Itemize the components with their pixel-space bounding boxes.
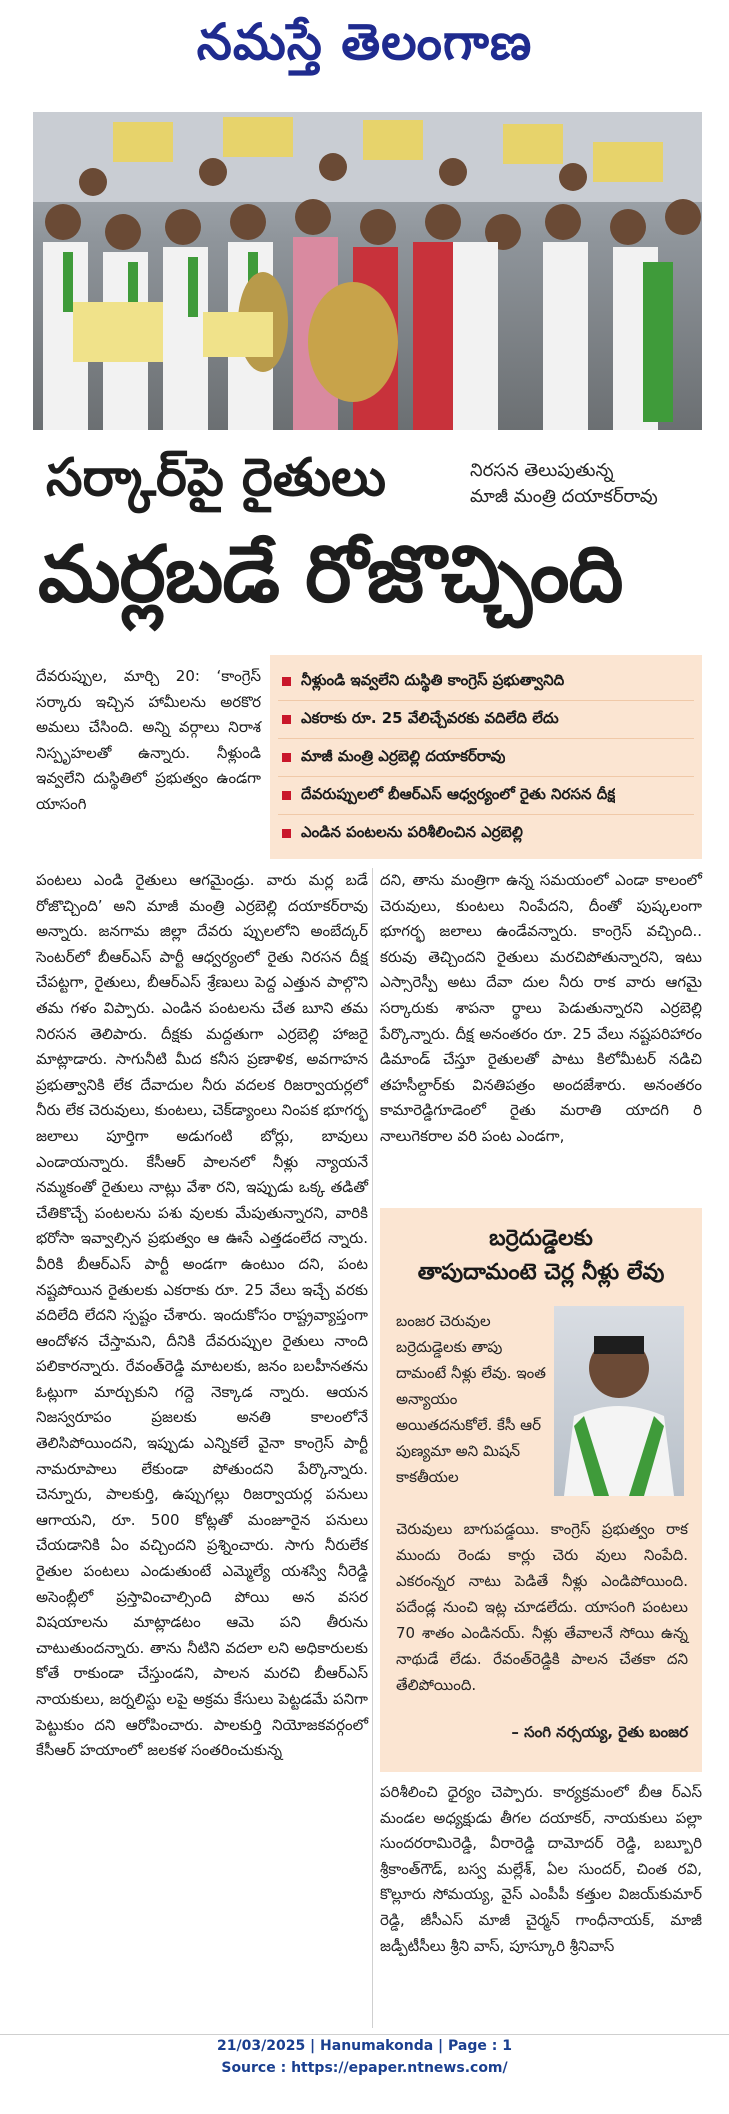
quote-title-line-2: తాపుదామంటె చెర్ల నీళ్లు లేవు (417, 1260, 665, 1285)
farmer-portrait (554, 1306, 684, 1496)
highlight-item (278, 777, 694, 815)
article-intro-text: దేవరుప్పుల, మార్చి 20: ‘కాంగ్రెస్ సర్కారు ఇచ్చిన హామీలను అరకొర అమలు చేసింది. అన్ని వర్గాలు నిరాశ నిస్పృహలతో ఉన్నారు. నీళ్లుండి ఇవ్వలేని దుస్థితిలో ప్రభుత్వం ఉండగా యాసంగి (36, 667, 261, 813)
article-intro (36, 664, 261, 818)
bullet-square-icon (282, 677, 291, 686)
protest-photo (33, 112, 702, 430)
highlight-item (278, 739, 694, 777)
highlight-text: ఎండిన పంటలను పరిశీలించిన ఎర్రబెల్లి (301, 822, 523, 841)
bullet-square-icon (282, 715, 291, 724)
article-body-left (36, 868, 368, 1764)
article-body-left-text: పంటలు ఎండి రైతులు ఆగమైండ్రు. వారు మర్ల బడే రోజొచ్చింది’ అని మాజీ మంత్రి ఎర్రబెల్లి దయాకర్‌రావు అన్నారు. జనగామ జిల్లా దేవరు ప్పులలోని అంబేద్కర్ సెంటర్‌లో బీఆర్‌ఎస్ పార్టీ ఆధ్వర్యంలో రైతు నిరసన దీక్ష చేపట్టగా, రైతులు, బీఆర్‌ఎస్ శ్రేణులు పెద్ద ఎత్తున పాల్గొని తమ గళం విప్పారు. ఎండిన పంటలను చేత బూని తమ నిరసన తెలిపారు. దీక్షకు మద్దతుగా ఎర్రబెల్లి హాజరై మాట్లాడారు. సాగునీటి మీద కనీస ప్రణాళిక, అవగాహన ప్రభుత్వానికి లేక దేవాదుల నీరు వదలక రిజర్వాయర్లలో నీరు లేక చెరువులు, కుంటలు, చెక్‌డ్యాంలు నింపక భూగర్భ జలాలు పూర్తిగా అడుగంటి బోర్లు, బావులు ఎండాయన్నారు. కేసీఆర్ పాలనలో నీళ్లు న్యాయనే నమ్మకంతో రైతులు నాట్లు వేశా రని, ఇప్పుడు ఒక్క తడితో చేతికొచ్చే పంటలను పశు వులకు మేపుతున్నారని, వారికి భరోసా ఇవ్వాల్సిన ప్రభుత్వం ఆ ఊసే ఎత్తడంలేద న్నారు. వీరికి బీఆర్‌ఎస్ పార్టీ అండగా ఉంటుం దని, పంట నష్టపోయిన రైతులకు ఎకరాకు రూ. 25 వేలు ఇచ్చే వరకు వదిలేది లేదని స్పష్టం చేశారు. ఇందుకోసం రాష్ట్రవ్యాప్తంగా ఆందోళన చేస్తామని, దీనికి దేవరుప్పుల రైతులు నాంది పలికారన్నారు. రేవంత్‌రెడ్డి మాటలకు, జనం బలహీనతను ఓట్లుగా మార్చుకుని గద్దె నెక్కాడ న్నారు. ఆయన నిజస్వరూపం ప్రజలకు అనతి కాలంలోనే తెలిసిపోయిందని, ఇప్పుడు ఎన్నికలే వైనా కాంగ్రెస్ పార్టీ నామరూపాలు లేకుండా పోతుందని పేర్కొన్నారు. చెన్నూరు, పాలకుర్తి, ఉప్పుగల్లు రిజర్వాయర్ల పనులు ఆగాయని, రూ. 500 కోట్లతో మంజూరైన పనులు చేయడానికి ఏం వచ్చిందని ప్రశ్నించారు. సాగు నీరులేక రైతుల పంటలు ఎండుతుంటే ఎమ్మెల్యే యశస్వి నీరెడ్డి అసెంబ్లీలో ప్రస్తావించాల్సింది పోయి అన వసర విషయాలను మాట్లాడటం ఆమె పని తీరును చాటుతుందన్నారు. తాను నీటిని వదలా లని అధికారులకు కోతే రాకుండా చేస్తుండని, పాలన మరచి బీఆర్‌ఎస్ నాయకులు, జర్నలిస్టు లపై అక్రమ కేసులు పెట్టడమే పనిగా పెట్టుకుం దని ఆరోపించారు. పాలకుర్తి నియోజకవర్గంలో కేసీఆర్ హయాంలో జలకళ సంతరించుకున్న (36, 871, 368, 1760)
caption-line-2: మాజీ మంత్రి దయాకర్‌రావు (470, 486, 658, 507)
quote-box-title (380, 1222, 702, 1290)
highlight-text: నీళ్లుండి ఇవ్వలేని దుస్థితి కాంగ్రెస్ ప్రభుత్వానిది (301, 670, 565, 689)
highlight-text: దేవరుప్పులలో బీఆర్‌ఎస్ ఆధ్వర్యంలో రైతు నిరసన దీక్ష (301, 784, 616, 803)
footer-source-link[interactable]: Source : https://epaper.ntnews.com/ (221, 2060, 508, 2076)
quote-text-bottom: చెరువులు బాగుపడ్డయి. కాంగ్రెస్ ప్రభుత్వం రాక ముందు రెండు కార్లు చెరు వులు నింపేది. ఎకరంన్నర నాటు పెడితే నీళ్లు ఎండిపోయింది. పదేండ్ల నుంచి ఇట్ల చూడలేదు. యాసంగి పంటలు 70 శాతం ఎండినయ్. నీళ్లు తేవాలనే సోయి ఉన్న నాథుడే లేడు. రేవంత్‌రెడ్డికి పాలన చేతకా దని తేలిపోయింది. (396, 1520, 688, 1694)
footer-dateline: 21/03/2025 | Hanumakonda | Page : 1 (217, 2038, 512, 2054)
highlight-text: మాజీ మంత్రి ఎర్రబెల్లి దయాకర్‌రావు (301, 746, 506, 765)
caption-line-1: నిరసన తెలుపుతున్న (470, 460, 614, 481)
highlight-item (278, 701, 694, 739)
photo-caption (470, 458, 700, 510)
article-body-bottom-text: పరిశీలించి ధైర్యం చెప్పారు. కార్యక్రమంలో బీఆ ర్‌ఎస్ మండల అధ్యక్షుడు తీగల దయాకర్, నాయకులు పల్లా సుందరరామిరెడ్డి, వీరారెడ్డి దామోదర్ రెడ్డి, బబ్బూరి శ్రీకాంత్‌గౌడ్, బస్వ మల్లేశ్, ఏల సుందర్, చింత రవి, కొల్లూరు సోమయ్య, వైస్ ఎంపీపీ కత్తుల విజయ్‌కుమార్ రెడ్డి, జీసీఎస్ మాజీ చైర్మన్ గాంధీనాయక్, మాజీ జడ్పీటీసీలు శ్రీని వాస్, పూస్కూరి శ్రీనివాస్ (380, 1783, 702, 1955)
headline-main: మర్లబడే రోజొచ్చింది (38, 530, 623, 620)
article-body-right-text: దని, తాను మంత్రిగా ఉన్న సమయంలో ఎండా కాలంలో చెరువులు, కుంటలు నింపేదని, దీంతో పుష్కలంగా భూగర్భ జలాలు ఉండేవన్నారు. కాంగ్రెస్ వచ్చింది.. కరువు తెచ్చిందని రైతులు మరచిపోతున్నారని, ఇటు ఎస్సారెస్పీ అటు దేవా దుల నీరు రాక వారు ఆగమై సర్కారుకు శాపనా ర్థాలు పెడుతున్నారని ఎర్రబెల్లి పేర్కొన్నారు. దీక్ష అనంతరం రూ. 25 వేలు నష్టపరిహారం డిమాండ్ చేస్తూ రైతులతో పాటు కిలోమీటర్ నడిచి తహసీల్దార్‌కు వినతిపత్రం అందజేశారు. అనంతరం కామారెడ్డిగూడెంలో రైతు మరాతి యాదగి రి నాలుగెకరాల వరి పంట ఎండగా, (380, 871, 702, 1145)
article-body-bottom (380, 1780, 702, 1959)
headline-kicker: సర్కార్‌పై రైతులు (46, 448, 387, 508)
protest-photo-illustration (33, 112, 702, 430)
bullet-square-icon (282, 829, 291, 838)
bullet-square-icon (282, 753, 291, 762)
newspaper-logo: నమస్తే తెలంగాణ (196, 12, 533, 71)
highlight-item (278, 815, 694, 852)
quote-text-top: బంజర చెరువుల బర్రెదుడ్డెలకు తాపు దామంటే నీళ్లు లేవు. ఇంత అన్యాయం అయితదనుకోలే. కేసీ ఆర్ పుణ్యమా అని మిషన్ కాకతీయల (396, 1312, 546, 1486)
column-divider (372, 868, 373, 2028)
quote-title-line-1: బర్రెదుడ్డెలకు (489, 1226, 593, 1251)
bullet-square-icon (282, 791, 291, 800)
quote-signature: – సంగి నర్సయ్య, రైతు బంజర (511, 1723, 688, 1741)
masthead (0, 0, 729, 92)
highlight-item (278, 663, 694, 701)
page-footer (0, 2034, 729, 2079)
highlight-text: ఎకరాకు రూ. 25 వేలిచ్చేవరకు వదిలేది లేదు (301, 708, 559, 727)
farmer-portrait-illustration (554, 1306, 684, 1496)
article-body-right (380, 868, 702, 1150)
farmer-quote-box (380, 1208, 702, 1772)
highlights-box (270, 655, 702, 859)
